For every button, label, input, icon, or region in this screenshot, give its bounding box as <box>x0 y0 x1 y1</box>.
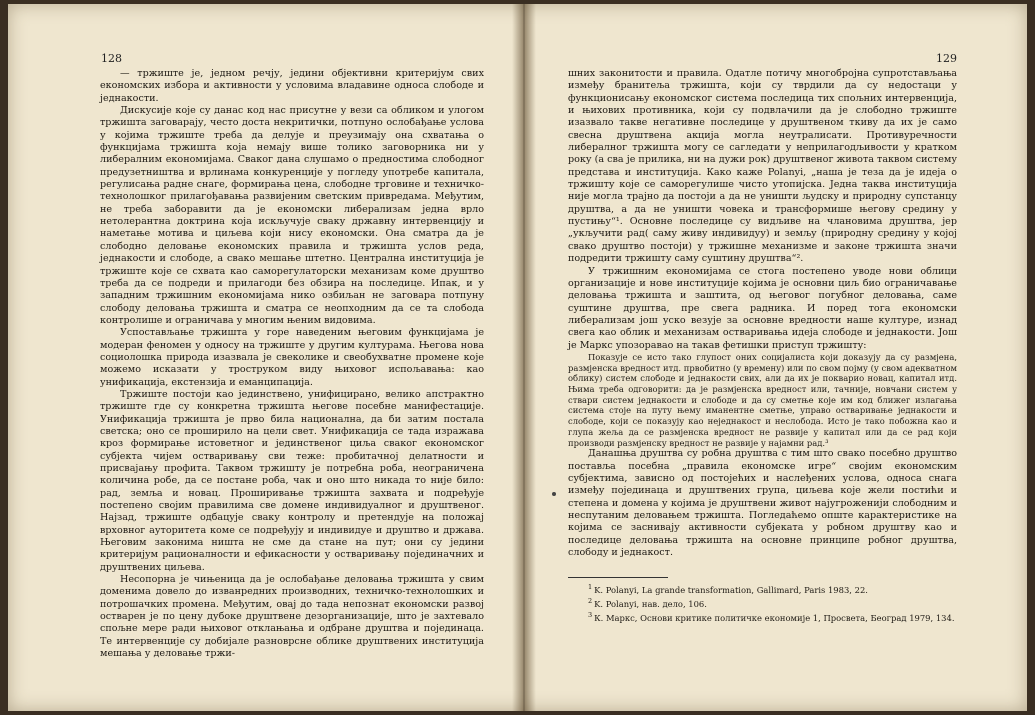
footnote-rule <box>568 577 668 578</box>
paragraph: Дискусије које су данас код нас присутне у вези са обликом и улогом тржишта заговарају, често доста некритички, потпуно ослобађање услова у којима тржиште треба да делује и преузимају она схватања о функцијама тржишта која немају више толико заговорника ни у либералним економијама. Сваког дана слушамо о предностима слободног предузетништва и врлинама конкуренције у погледу употребе капитала, регулисања радне снаге, формирања цена, слободне трговине и техничко-технолошког прилагођавања развијеним светским привредама. Међутим, не треба заборавити да је економски либерализам једна врло нетолерантна доктрина која искључује сваку државну интервенцију и наметање мотива и циљева који нису економски. Она сматра да је слободно деловање економских правила и тржишта услов реда, једнакости и слободе, а свако мешање штетно. Централна институција је тржиште које се схвата као саморегулаторски механизам коме друштво треба да се подреди и прилагоди без обзира на последице. Ипак, и у западним тржишним економијама нико озбиљан не заговара потпуну слободу деловања тржишта и сматра се неопходним да се та слобода контролише и ограничава у многим њеним видовима. <box>100 105 484 326</box>
footnote <box>568 582 957 596</box>
right-page-body <box>568 68 957 623</box>
footnote-text: K. Polanyi, La grande transformation, Gallimard, Paris 1983, 22. <box>594 585 868 596</box>
paragraph: шних законитости и правила. Одатле потичу многобројна супротстављања између бранитеља тржишта, који су тврдили да су недостаци у функционисању економског система последица тих спољних интервенција, и њихових противника, који су подвлачили да је слободно тржиште изазвало такве негативне последице у друштвеном ткиву да их је само свесна друштвена акција могла неутралисати. Противуречности либералног тржишта могу се сагледати у неприлагодљивости у кратком року (а сва је прилика, ни на дужи рок) друштвеног живота таквом систему представа и институција. Како каже Polanyi, „наша је теза да је идеја о тржишту које се саморегулише чисто утопијска. Једна таква институција није могла трајно да постоји а да не уништи људску и природну супстанцу друштва, а да не уништи човека и трансформише његову средину у пустињу“¹. Основне последице су видљиве на члановима друштва, јер „укључити рад( саму живу индивидуу) и земљу (природну средину у којој свако друштво постоји) у тржишне механизме и законе тржишта значи подредити тржишту саму суштину друштва“². <box>568 68 957 265</box>
footnote-text: К. Маркс, Основи критике политичке економије 1, Просвета, Београд 1979, 134. <box>594 612 955 623</box>
paragraph: Несопорна је чињеница да је ослобађање деловања тржишта у свим доменима довело до изванредних производних, техничко-технолошких и потрошачких промена. Међутим, овај до тада непознат економски развој остварен је по цену дубоке друштвене дезорганизације, што је захтевало спољне мере ради њиховог отклањања и одбране друштва и појединаца. Те интервенције су добијале разноврсне облике друштвених институција мешања у деловање тржи- <box>100 574 484 660</box>
footnote-number: 2 <box>588 596 593 605</box>
block-quote: Показује се исто тако глупост оних социјалиста који доказују да су размјена, размјенска вредност итд. првобитно (у времену) или по свом појму (у свом адекватном облику) систем слободе и једнакости свих, али да их је покварио новац, капитал итд. Њима треба одговорити: да је размјенска вредност или, тачније, новчани систем у ствари систем једнакости и слободе и да су сметње које им код ближег излагања система стоје на путу њему иманентне сметње, управо остваривање једнакости и слободе, који се показују као неједнакост и неслобода. Исто је тако побожна као и глупа жеља да се размјенска вредност не развије у капитал или да се рад који производи размјенску вредност не развије у најамни рад.³ <box>568 351 957 448</box>
page-number-left: 128 <box>101 52 122 65</box>
book-gutter <box>512 4 536 711</box>
left-page-body <box>100 68 484 661</box>
paragraph: Тржиште постоји као јединствено, унифицирано, велико апстрактно тржиште где су конкретна тржишта његове посебне манифестације. Унификација тржишта је прво била национална, да би затим постала светска; оно се проширило на цели свет. Унификација се тада изражава кроз формирање истоветног и јединственог циља сваког економског субјекта чијем остваривању сви теже: пробитачној делатности и присвајању профита. Таквом тржишту је потребна роба, неограничена количина робе, да се постане роба, чак и оно што никада то није било: рад, земља и новац. Проширивање тржишта захвата и подређује постепено својим правилима све домене индивидуалног и друштвеног. Најзад, тржиште одбацује сваку контролу и претендује на положај врховног ауторитета коме се подређују и индивидуе и друштво и држава. Његовим законима ништа не сме да стане на пут; они су једини критеријум рационалности и ефикасности у остваривању појединачних и друштвених циљева. <box>100 388 484 573</box>
footnote <box>568 610 957 624</box>
footnote-number: 3 <box>588 610 593 619</box>
footnote-text: K. Polanyi, нав. дело, 106. <box>594 598 707 609</box>
paragraph: — тржиште је, једном речју, једини објективни критеријум свих економских избора и активности у условима владавине односа слободе и једнакости. <box>100 68 484 104</box>
page-number-right: 129 <box>936 52 957 65</box>
paragraph: У тржишним економијама се стога постепено уводе нови облици организације и нове институције којима је основни циљ био ограничавање деловања тржишта и заштита, од његовог погубног деловања, саме суштине друштва, пре свега радника. И поред тога економски либерализам још уско везује за основне вредности наше културе, изнад свега као облик и механизам остваривања идеја слободе и једнакости. Још је Маркс упозоравао на такав фетишки приступ тржишту: <box>568 265 957 351</box>
footnote-number: 1 <box>588 583 593 592</box>
paragraph: Успостављање тржишта у горе наведеним његовим функцијама је модеран феномен у односу на тржиште у другим културама. Његова нова социолошка природа изазвала је свеколике и свеобухватне промене које можемо исказати у троструком виду њиховог испољавања: као унификација, екстензија и еманципација. <box>100 327 484 388</box>
page-mark <box>552 492 556 496</box>
paragraph: Данашња друштва су робна друштва с тим што свако посебно друштво поставља посебна „правила економске игре“ својим економским субјектима, зависно од постојећих и наслеђених услова, односа снага између појединаца и друштвених група, циљева које жели постићи и степена и домена у којима је друштвени живот најугроженији слободним и неспутаним деловањем тржишта. Погледаћемо опште карактеристике на којима се заснивају активности субјеката у робном друштву као и последице деловања тржишта на основне принципе робног друштва, слободу и једнакост. <box>568 448 957 558</box>
footnote <box>568 596 957 610</box>
